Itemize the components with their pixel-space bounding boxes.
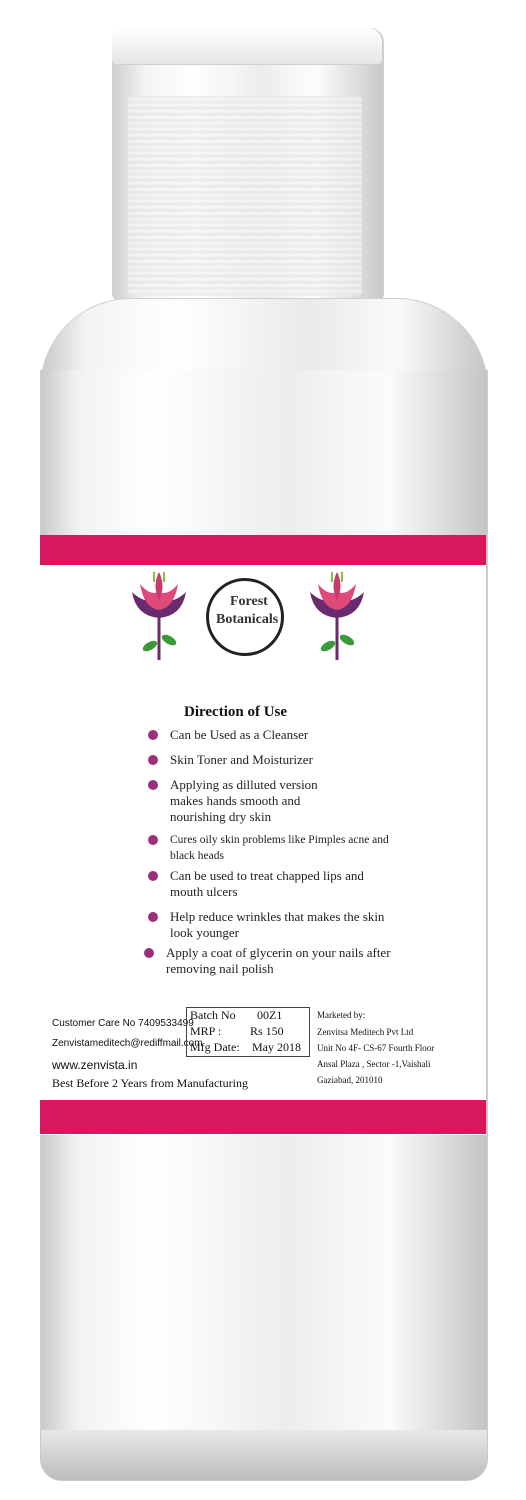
- flower-icon: [128, 570, 190, 662]
- bullet-icon: [148, 912, 158, 922]
- mfg-label: Mfg Date:: [190, 1040, 240, 1054]
- marketer-address-2: Ansal Plaza , Sector -1,Vaishali: [317, 1059, 431, 1069]
- bullet-icon: [144, 948, 154, 958]
- marketed-by-label: Marketed by:: [317, 1010, 366, 1020]
- marketer-address-1: Unit No 4F- CS-67 Fourth Floor: [317, 1043, 435, 1053]
- customer-care: Customer Care No 7409533499: [52, 1018, 194, 1029]
- mrp-label: MRP :: [190, 1024, 222, 1038]
- direction-item: Applying as dilluted version makes hands smooth and nourishing dry skin: [150, 777, 325, 825]
- batch-value: 00Z1: [257, 1008, 283, 1022]
- bullet-icon: [148, 755, 158, 765]
- directions-heading: Direction of Use: [184, 704, 288, 720]
- contact-email: Zenvistameditech@rediffmail.com: [52, 1038, 203, 1049]
- bottle-cap-ridges: [128, 96, 362, 296]
- label-bottom-stripe: [40, 1100, 486, 1134]
- website: www.zenvista.in: [52, 1058, 138, 1072]
- marketer-name: Zenvitsa Meditech Pvt Ltd: [317, 1027, 414, 1037]
- bullet-icon: [148, 835, 158, 845]
- direction-item: Can be used to treat chapped lips and mouth ulcers: [150, 868, 350, 900]
- direction-item: Can be Used as a Cleanser: [150, 727, 410, 743]
- batch-label: Batch No: [190, 1008, 236, 1022]
- mrp-value: Rs 150: [250, 1024, 284, 1038]
- direction-item: Cures oily skin problems like Pimples acne and black heads: [150, 832, 370, 864]
- bottle-base: [40, 1430, 488, 1481]
- direction-item: Skin Toner and Moisturizer: [150, 752, 410, 768]
- bottle-cap-top: [112, 28, 382, 65]
- flower-icon: [306, 570, 368, 662]
- bullet-icon: [148, 871, 158, 881]
- direction-item: Help reduce wrinkles that makes the skin look younger: [150, 909, 380, 941]
- marketer-address-3: Gaziabad, 201010: [317, 1075, 383, 1085]
- bullet-icon: [148, 730, 158, 740]
- bullet-icon: [148, 780, 158, 790]
- best-before: Best Before 2 Years from Manufacturing: [52, 1076, 248, 1090]
- logo-text-line1: Forest: [230, 594, 268, 609]
- mfg-value: May 2018: [252, 1040, 301, 1054]
- direction-item: Apply a coat of glycerin on your nails after removing nail polish: [146, 945, 376, 977]
- label-top-stripe: [40, 535, 486, 565]
- logo-text-line2: Botanicals: [216, 612, 279, 627]
